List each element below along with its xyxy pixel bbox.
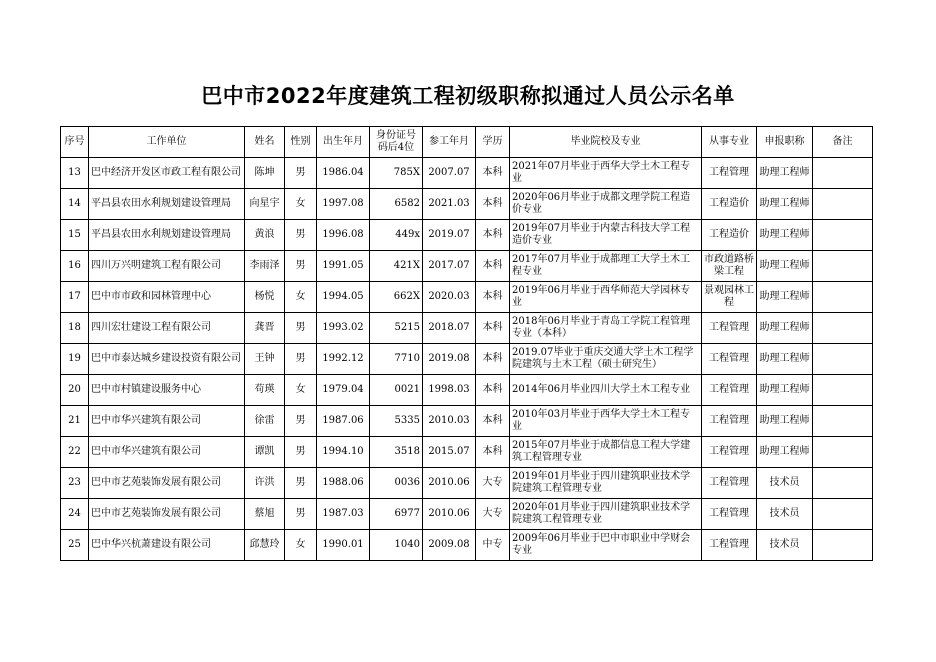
cell-id: 785X — [370, 158, 423, 189]
cell-education: 大专 — [476, 499, 510, 530]
cell-name: 龚晋 — [245, 313, 285, 344]
cell-unit: 巴中市艺苑装饰发展有限公司 — [89, 468, 245, 499]
cell-education: 本科 — [476, 406, 510, 437]
cell-work-date: 2010.06 — [423, 468, 476, 499]
cell-school: 2019.07毕业于重庆交通大学土木工程学院建筑与土木工程（硕士研究生） — [510, 344, 702, 375]
header-cell-field: 从事专业 — [702, 127, 757, 158]
cell-field: 工程管理 — [702, 437, 757, 468]
cell-education: 本科 — [476, 375, 510, 406]
table-row — [61, 313, 873, 344]
cell-id: 7710 — [370, 344, 423, 375]
cell-id: 1040 — [370, 530, 423, 561]
cell-work-date: 2017.07 — [423, 251, 476, 282]
cell-note — [813, 313, 873, 344]
cell-school: 2020年06月毕业于成都文理学院工程造价专业 — [510, 189, 702, 220]
cell-birth: 1994.05 — [317, 282, 370, 313]
cell-id: 6977 — [370, 499, 423, 530]
table-row — [61, 406, 873, 437]
cell-note — [813, 344, 873, 375]
cell-unit: 巴中市泰达城乡建设投资有限公司 — [89, 344, 245, 375]
cell-note — [813, 189, 873, 220]
cell-gender: 女 — [285, 530, 317, 561]
cell-school: 2009年06月毕业于巴中市职业中学财会专业 — [510, 530, 702, 561]
table-row — [61, 158, 873, 189]
cell-gender: 女 — [285, 282, 317, 313]
cell-title: 技术员 — [757, 530, 813, 561]
cell-id: 421X — [370, 251, 423, 282]
cell-school: 2014年06月毕业四川大学土木工程专业 — [510, 375, 702, 406]
cell-school: 2020年01月毕业于四川建筑职业技术学院建筑工程管理专业 — [510, 499, 702, 530]
cell-school: 2019年01月毕业于四川建筑职业技术学院建筑工程管理专业 — [510, 468, 702, 499]
cell-gender: 女 — [285, 375, 317, 406]
cell-unit: 巴中华兴杭萧建设有限公司 — [89, 530, 245, 561]
cell-birth: 1996.08 — [317, 220, 370, 251]
cell-title: 技术员 — [757, 468, 813, 499]
cell-no: 19 — [61, 344, 89, 375]
cell-unit: 巴中经济开发区市政工程有限公司 — [89, 158, 245, 189]
cell-birth: 1993.02 — [317, 313, 370, 344]
cell-title: 技术员 — [757, 499, 813, 530]
cell-education: 本科 — [476, 220, 510, 251]
header-cell-id: 身份证号码后4位 — [370, 127, 423, 158]
cell-title: 助理工程师 — [757, 437, 813, 468]
cell-note — [813, 282, 873, 313]
cell-birth: 1992.12 — [317, 344, 370, 375]
roster-table — [60, 126, 873, 561]
cell-field: 工程管理 — [702, 406, 757, 437]
cell-name: 蔡旭 — [245, 499, 285, 530]
cell-no: 16 — [61, 251, 89, 282]
header-cell-gender: 性别 — [285, 127, 317, 158]
header-cell-note: 备注 — [813, 127, 873, 158]
cell-work-date: 2015.07 — [423, 437, 476, 468]
cell-gender: 男 — [285, 468, 317, 499]
cell-birth: 1987.06 — [317, 406, 370, 437]
cell-name: 王钟 — [245, 344, 285, 375]
table-row — [61, 375, 873, 406]
cell-no: 24 — [61, 499, 89, 530]
cell-title: 助理工程师 — [757, 158, 813, 189]
header-cell-unit: 工作单位 — [89, 127, 245, 158]
cell-birth: 1987.03 — [317, 499, 370, 530]
cell-id: 5215 — [370, 313, 423, 344]
cell-field: 市政道路桥梁工程 — [702, 251, 757, 282]
cell-name: 许洪 — [245, 468, 285, 499]
cell-note — [813, 251, 873, 282]
header-cell-birth: 出生年月 — [317, 127, 370, 158]
cell-work-date: 2021.03 — [423, 189, 476, 220]
cell-id: 449x — [370, 220, 423, 251]
cell-note — [813, 530, 873, 561]
cell-unit: 巴中市艺苑装饰发展有限公司 — [89, 499, 245, 530]
cell-work-date: 2009.08 — [423, 530, 476, 561]
cell-work-date: 2019.08 — [423, 344, 476, 375]
cell-gender: 男 — [285, 313, 317, 344]
cell-birth: 1979.04 — [317, 375, 370, 406]
cell-note — [813, 375, 873, 406]
cell-id: 6582 — [370, 189, 423, 220]
cell-no: 22 — [61, 437, 89, 468]
cell-no: 13 — [61, 158, 89, 189]
cell-gender: 女 — [285, 189, 317, 220]
cell-work-date: 2010.06 — [423, 499, 476, 530]
cell-note — [813, 437, 873, 468]
cell-field: 工程管理 — [702, 375, 757, 406]
table-row — [61, 220, 873, 251]
cell-id: 0021 — [370, 375, 423, 406]
cell-name: 黄浪 — [245, 220, 285, 251]
cell-school: 2021年07月毕业于西华大学土木工程专业 — [510, 158, 702, 189]
cell-note — [813, 468, 873, 499]
cell-school: 2019年07月毕业于内蒙古科技大学工程造价专业 — [510, 220, 702, 251]
cell-field: 工程造价 — [702, 220, 757, 251]
cell-education: 本科 — [476, 437, 510, 468]
table-row — [61, 282, 873, 313]
cell-no: 14 — [61, 189, 89, 220]
cell-name: 向星宇 — [245, 189, 285, 220]
cell-school: 2018年06月毕业于青岛工学院工程管理专业（本科） — [510, 313, 702, 344]
cell-birth: 1997.08 — [317, 189, 370, 220]
cell-field: 工程造价 — [702, 189, 757, 220]
cell-note — [813, 220, 873, 251]
cell-unit: 四川宏壮建设工程有限公司 — [89, 313, 245, 344]
cell-birth: 1990.01 — [317, 530, 370, 561]
header-cell-title: 申报职称 — [757, 127, 813, 158]
table-row — [61, 499, 873, 530]
cell-name: 邱慧玲 — [245, 530, 285, 561]
page-title: 巴中市2022年度建筑工程初级职称拟通过人员公示名单 — [201, 84, 735, 108]
cell-field: 工程管理 — [702, 313, 757, 344]
cell-note — [813, 499, 873, 530]
cell-birth: 1994.10 — [317, 437, 370, 468]
cell-no: 20 — [61, 375, 89, 406]
table-row — [61, 344, 873, 375]
cell-name: 徐雷 — [245, 406, 285, 437]
cell-unit: 巴中市华兴建筑有限公司 — [89, 406, 245, 437]
cell-education: 大专 — [476, 468, 510, 499]
cell-unit: 四川万兴明建筑工程有限公司 — [89, 251, 245, 282]
cell-work-date: 2020.03 — [423, 282, 476, 313]
cell-education: 本科 — [476, 313, 510, 344]
cell-education: 本科 — [476, 251, 510, 282]
cell-gender: 男 — [285, 406, 317, 437]
cell-title: 助理工程师 — [757, 282, 813, 313]
cell-no: 25 — [61, 530, 89, 561]
cell-title: 助理工程师 — [757, 344, 813, 375]
cell-title: 助理工程师 — [757, 251, 813, 282]
cell-work-date: 2007.07 — [423, 158, 476, 189]
cell-birth: 1986.04 — [317, 158, 370, 189]
cell-field: 景观园林工程 — [702, 282, 757, 313]
cell-unit: 巴中市市政和园林管理中心 — [89, 282, 245, 313]
cell-gender: 男 — [285, 344, 317, 375]
cell-gender: 男 — [285, 220, 317, 251]
cell-field: 工程管理 — [702, 344, 757, 375]
table-header-row — [61, 127, 873, 158]
cell-gender: 男 — [285, 251, 317, 282]
cell-title: 助理工程师 — [757, 313, 813, 344]
cell-unit: 巴中市华兴建筑有限公司 — [89, 437, 245, 468]
cell-field: 工程管理 — [702, 530, 757, 561]
cell-name: 陈坤 — [245, 158, 285, 189]
cell-education: 中专 — [476, 530, 510, 561]
cell-school: 2019年06月毕业于西华师范大学园林专业 — [510, 282, 702, 313]
cell-id: 0036 — [370, 468, 423, 499]
cell-education: 本科 — [476, 344, 510, 375]
cell-title: 助理工程师 — [757, 406, 813, 437]
cell-education: 本科 — [476, 189, 510, 220]
header-cell-education: 学历 — [476, 127, 510, 158]
cell-no: 23 — [61, 468, 89, 499]
header-cell-work-date: 参工年月 — [423, 127, 476, 158]
cell-unit: 平昌县农田水利规划建设管理局 — [89, 189, 245, 220]
table-row — [61, 468, 873, 499]
cell-unit: 平昌县农田水利规划建设管理局 — [89, 220, 245, 251]
cell-gender: 男 — [285, 437, 317, 468]
cell-education: 本科 — [476, 158, 510, 189]
header-cell-no: 序号 — [61, 127, 89, 158]
table-row — [61, 189, 873, 220]
cell-school: 2017年07月毕业于成都理工大学土木工程专业 — [510, 251, 702, 282]
cell-title: 助理工程师 — [757, 189, 813, 220]
cell-no: 17 — [61, 282, 89, 313]
cell-no: 18 — [61, 313, 89, 344]
cell-note — [813, 158, 873, 189]
cell-note — [813, 406, 873, 437]
cell-name: 苟瑛 — [245, 375, 285, 406]
table-row — [61, 530, 873, 561]
cell-id: 3518 — [370, 437, 423, 468]
cell-work-date: 2010.03 — [423, 406, 476, 437]
cell-field: 工程管理 — [702, 468, 757, 499]
cell-field: 工程管理 — [702, 158, 757, 189]
cell-name: 谭凯 — [245, 437, 285, 468]
cell-birth: 1988.06 — [317, 468, 370, 499]
cell-unit: 巴中市村镇建设服务中心 — [89, 375, 245, 406]
cell-work-date: 2018.07 — [423, 313, 476, 344]
header-cell-name: 姓名 — [245, 127, 285, 158]
cell-work-date: 2019.07 — [423, 220, 476, 251]
cell-name: 杨悦 — [245, 282, 285, 313]
cell-work-date: 1998.03 — [423, 375, 476, 406]
cell-id: 662X — [370, 282, 423, 313]
cell-no: 21 — [61, 406, 89, 437]
cell-school: 2010年03月毕业于西华大学土木工程专业 — [510, 406, 702, 437]
cell-gender: 男 — [285, 158, 317, 189]
cell-title: 助理工程师 — [757, 375, 813, 406]
header-cell-school: 毕业院校及专业 — [510, 127, 702, 158]
table-row — [61, 251, 873, 282]
cell-birth: 1991.05 — [317, 251, 370, 282]
cell-title: 助理工程师 — [757, 220, 813, 251]
cell-field: 工程管理 — [702, 499, 757, 530]
cell-id: 5335 — [370, 406, 423, 437]
cell-education: 本科 — [476, 282, 510, 313]
cell-school: 2015年07月毕业于成都信息工程大学建筑工程管理专业 — [510, 437, 702, 468]
cell-gender: 男 — [285, 499, 317, 530]
table-row — [61, 437, 873, 468]
cell-name: 李雨泽 — [245, 251, 285, 282]
cell-no: 15 — [61, 220, 89, 251]
